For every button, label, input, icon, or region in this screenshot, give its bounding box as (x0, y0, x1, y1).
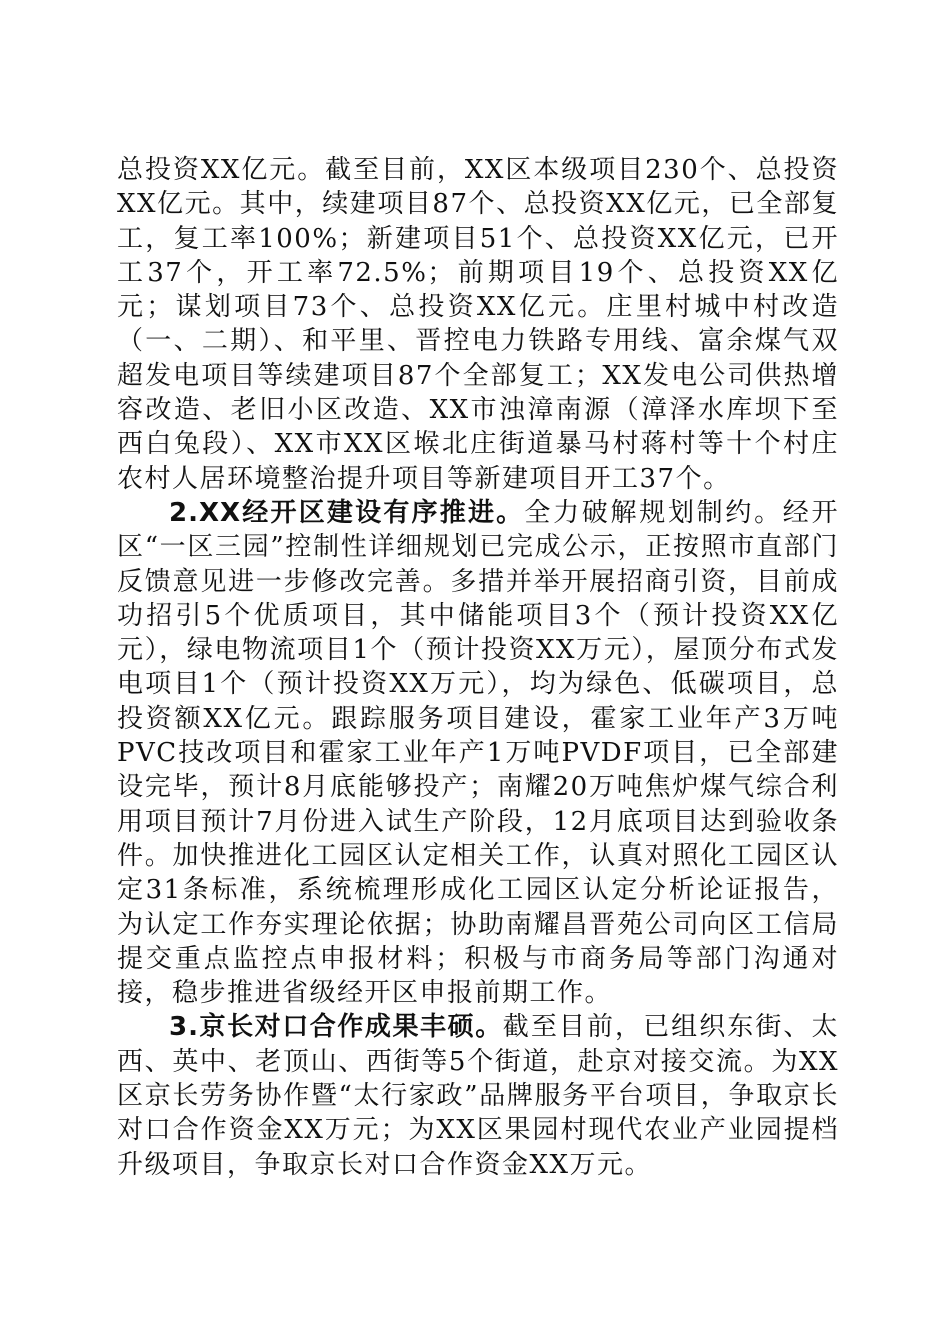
paragraph-text: 总投资XX亿元。截至目前，XX区本级项目230个、总投资XX亿元。其中，续建项目87个、总投资XX亿元，已全部复工，复工率100%；新建项目51个、总投资XX亿元，已开工37个，开工率72.5%；前期项目19个、总投资XX亿元；谋划项目73个、总投资XX亿元。庄里村城中村改造（一、二期）、和平里、晋控电力铁路专用线、富余煤气双超发电项目等续建项目87个全部复工；XX发电公司供热增容改造、老旧小区改造、XX市浊漳南源（漳泽水库坝下至西白兔段）、XX市XX区堠北庄街道暴马村蒋村等十个村庄农村人居环境整治提升项目等新建项目开工37个。 (117, 155, 839, 494)
section-heading-beijing-cooperation: 3.京长对口合作成果丰硕。 (169, 1012, 503, 1043)
paragraph-project-investment (117, 153, 839, 496)
paragraph-beijing-cooperation (117, 1010, 839, 1181)
paragraph-development-zone (117, 496, 839, 1010)
document-body (117, 153, 839, 1182)
section-heading-development-zone: 2.XX经开区建设有序推进。 (169, 497, 525, 528)
paragraph-text: 全力破解规划制约。经开区“一区三园”控制性详细规划已完成公示，正按照市直部门反馈意见进一步修改完善。多措并举开展招商引资，目前成功招引5个优质项目，其中储能项目3个（预计投资XX亿元），绿电物流项目1个（预计投资XX万元），屋顶分布式发电项目1个（预计投资XX万元），均为绿色、低碳项目，总投资额XX亿元。跟踪服务项目建设，霍家工业年产3万吨PVC技改项目和霍家工业年产1万吨PVDF项目，已全部建设完毕，预计8月底能够投产；南耀20万吨焦炉煤气综合利用项目预计7月份进入试生产阶段，12月底项目达到验收条件。加快推进化工园区认定相关工作，认真对照化工园区认定31条标准，系统梳理形成化工园区认定分析论证报告，为认定工作夯实理论依据；协助南耀昌晋苑公司向区工信局提交重点监控点申报材料；积极与市商务局等部门沟通对接，稳步推进省级经开区申报前期工作。 (117, 497, 839, 1009)
paragraph-text: 截至目前，已组织东街、太西、英中、老顶山、西街等5个街道，赴京对接交流。为XX区京长劳务协作暨“太行家政”品牌服务平台项目，争取京长对口合作资金XX万元；为XX区果园村现代农业产业园提档升级项目，争取京长对口合作资金XX万元。 (117, 1012, 839, 1180)
